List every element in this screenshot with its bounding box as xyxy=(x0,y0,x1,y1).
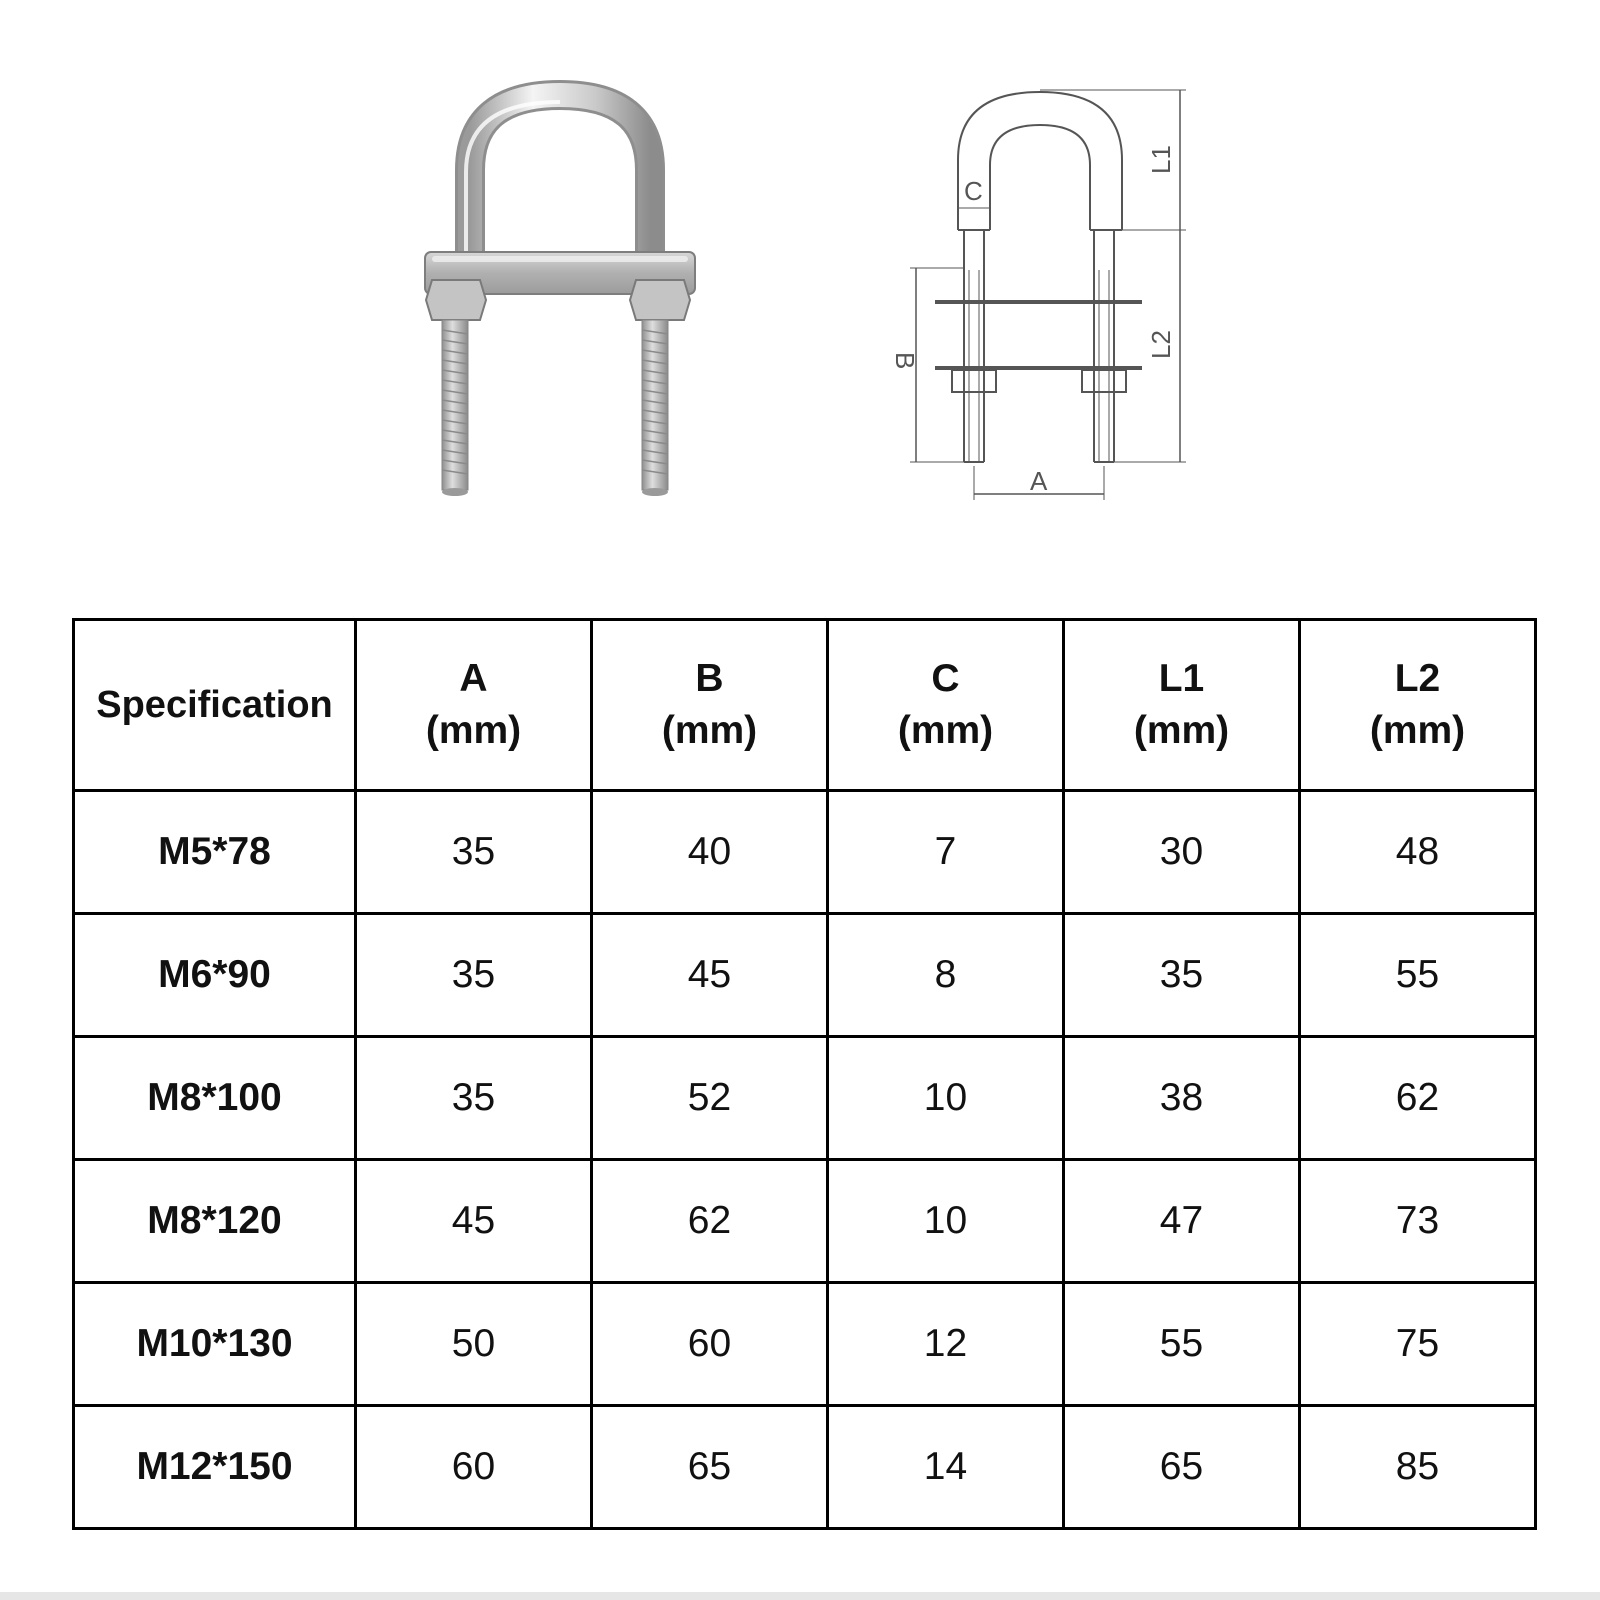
cell-a: 50 xyxy=(356,1283,592,1406)
dim-label-a: A xyxy=(1030,466,1048,496)
right-nut xyxy=(630,280,690,320)
header-a: A (mm) xyxy=(356,620,592,791)
header-l1: L1 (mm) xyxy=(1064,620,1300,791)
cell-c: 10 xyxy=(828,1160,1064,1283)
cell-specification: M6*90 xyxy=(74,914,356,1037)
cell-c: 12 xyxy=(828,1283,1064,1406)
table-row xyxy=(74,791,1536,914)
cell-a: 35 xyxy=(356,1037,592,1160)
cell-l1: 35 xyxy=(1064,914,1300,1037)
cell-b: 52 xyxy=(592,1037,828,1160)
cell-a: 60 xyxy=(356,1406,592,1529)
cell-l1: 65 xyxy=(1064,1406,1300,1529)
dim-label-c: C xyxy=(964,176,983,206)
table-row xyxy=(74,1406,1536,1529)
right-thread xyxy=(642,320,668,490)
cell-specification: M10*130 xyxy=(74,1283,356,1406)
bottom-divider xyxy=(0,1592,1600,1600)
cell-specification: M8*120 xyxy=(74,1160,356,1283)
cell-b: 45 xyxy=(592,914,828,1037)
cell-b: 65 xyxy=(592,1406,828,1529)
cell-specification: M8*100 xyxy=(74,1037,356,1160)
cell-l1: 55 xyxy=(1064,1283,1300,1406)
header-l2: L2 (mm) xyxy=(1300,620,1536,791)
table-row xyxy=(74,1283,1536,1406)
cell-l1: 38 xyxy=(1064,1037,1300,1160)
u-bolt-technical-drawing xyxy=(880,80,1220,520)
cell-a: 35 xyxy=(356,791,592,914)
dim-label-l2: L2 xyxy=(1146,330,1176,359)
cell-l2: 62 xyxy=(1300,1037,1536,1160)
dim-label-b: B xyxy=(890,352,920,370)
cell-c: 10 xyxy=(828,1037,1064,1160)
cell-l2: 55 xyxy=(1300,914,1536,1037)
table-row xyxy=(74,914,1536,1037)
cell-l2: 85 xyxy=(1300,1406,1536,1529)
cell-l2: 48 xyxy=(1300,791,1536,914)
header-b: B (mm) xyxy=(592,620,828,791)
table-row xyxy=(74,1160,1536,1283)
dim-label-l1: L1 xyxy=(1146,145,1176,174)
left-thread xyxy=(442,320,468,490)
header-c: C (mm) xyxy=(828,620,1064,791)
header-specification: Specification xyxy=(74,620,356,791)
cell-specification: M5*78 xyxy=(74,791,356,914)
cell-c: 14 xyxy=(828,1406,1064,1529)
specification-table xyxy=(72,618,1537,1530)
cell-a: 45 xyxy=(356,1160,592,1283)
cell-b: 62 xyxy=(592,1160,828,1283)
cell-a: 35 xyxy=(356,914,592,1037)
cell-b: 40 xyxy=(592,791,828,914)
left-nut xyxy=(426,280,486,320)
cell-l1: 47 xyxy=(1064,1160,1300,1283)
table-header-row xyxy=(74,620,1536,791)
table-row xyxy=(74,1037,1536,1160)
cell-c: 8 xyxy=(828,914,1064,1037)
cell-specification: M12*150 xyxy=(74,1406,356,1529)
cell-c: 7 xyxy=(828,791,1064,914)
cell-l1: 30 xyxy=(1064,791,1300,914)
u-bolt-photo xyxy=(410,80,710,520)
cell-b: 60 xyxy=(592,1283,828,1406)
cell-l2: 73 xyxy=(1300,1160,1536,1283)
cell-l2: 75 xyxy=(1300,1283,1536,1406)
